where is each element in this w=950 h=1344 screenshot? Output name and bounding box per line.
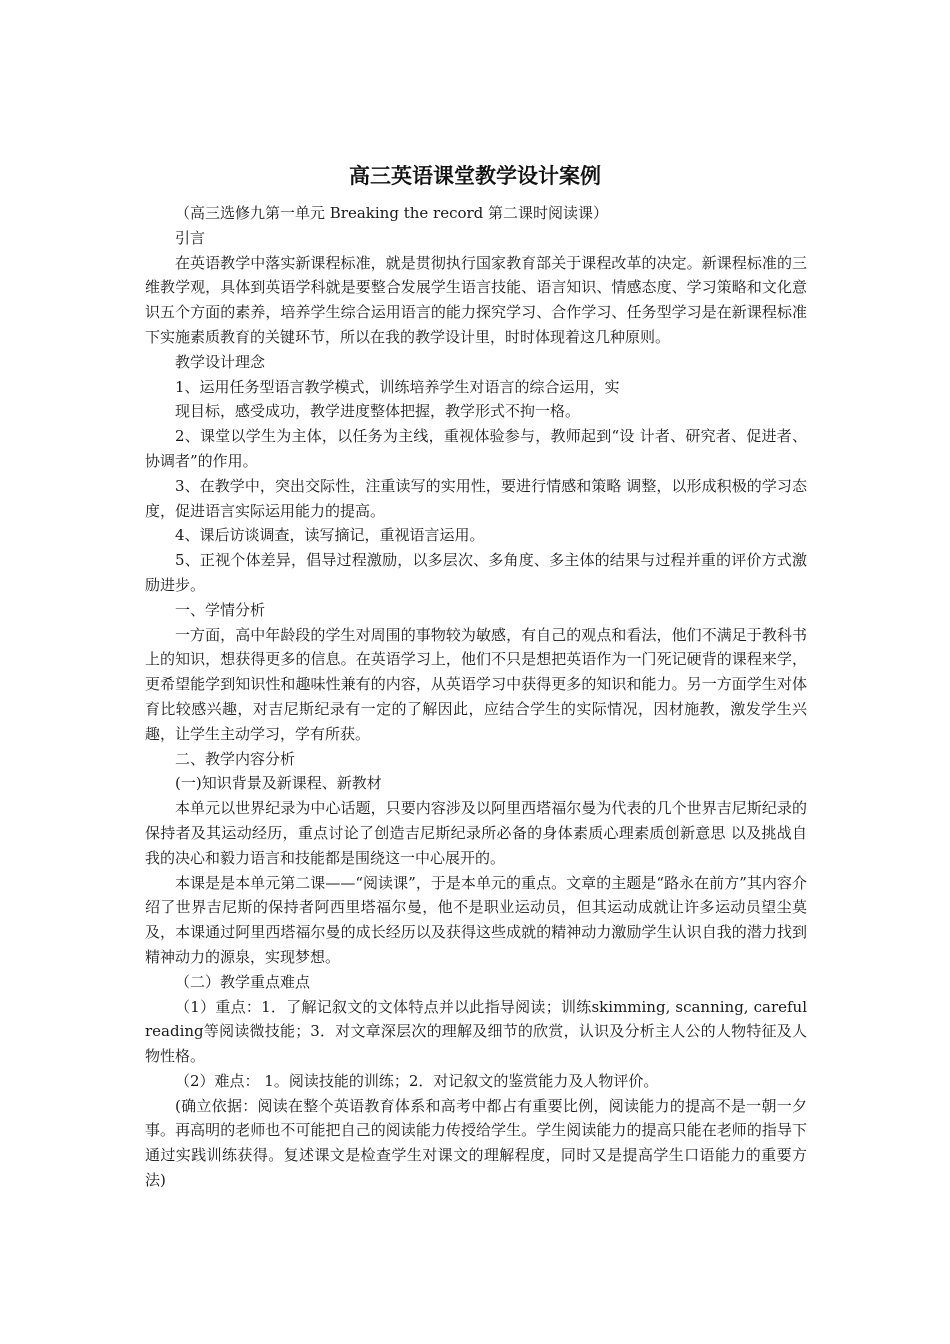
paragraph: 本课是是本单元第二课——“阅读课”，于是本单元的重点。文章的主题是“路永在前方”其内容介绍了世界吉尼斯的保持者阿西里塔福尔曼，他不是职业运动员，但其运动成就让许多运动员望尘莫及，本课通过阿里西塔福尔曼的成长经历以及获得这些成就的精神动力激励学生认识自我的潜力找到精神动力的源泉，实现梦想。: [145, 873, 807, 966]
paragraph: （2）难点： 1。阅读技能的训练；2．对记叙文的鉴赏能力及人物评价。: [175, 1071, 659, 1090]
document-title: 高三英语课堂教学设计案例: [349, 164, 601, 188]
paragraph: （1）重点：1．了解记叙文的文体特点并以此指导阅读；训练skimming, scanning, careful reading等阅读微技能；3．对文章深层次的理解及细节的欣赏，认识及分析主人公的人物特征及人物性格。: [145, 997, 807, 1066]
list-item: 1、运用任务型语言教学模式，训练培养学生对语言的综合运用，实: [175, 377, 620, 396]
subsection-heading: (一)知识背景及新课程、新教材: [175, 774, 382, 793]
subsection-heading: （二）教学重点难点: [175, 972, 311, 991]
section-heading: 教学设计理念: [175, 352, 266, 371]
paragraph: 本单元以世界纪录为中心话题，只要内容涉及以阿里西塔福尔曼为代表的几个世界吉尼斯纪录的保持者及其运动经历，重点讨论了创造吉尼斯纪录所必备的身体素质心理素质创新意思 以及挑战自我的决心和毅力语言和技能都是围绕这一中心展开的。: [145, 799, 807, 867]
section-heading: 引言: [175, 228, 206, 247]
subtitle: （高三选修九第一单元 Breaking the record 第二课时阅读课）: [175, 204, 609, 222]
list-item-continuation: 现目标，感受成功，教学进度整体把握，教学形式不拘一格。: [175, 402, 581, 421]
document-body: [145, 201, 807, 1193]
section-heading: 一、学情分析: [175, 600, 266, 619]
paragraph: 在英语教学中落实新课程标准，就是贯彻执行国家教育部关于课程改革的决定。新课程标准的三维教学观，具体到英语学科就是要整合发展学生语言技能、语言知识、情感态度、学习策略和文化意识五个方面的素养，培养学生综合运用语言的能力探究学习、合作学习、任务型学习是在新课程标准下实施素质教育的关键环节，所以在我的教学设计里，时时体现着这几种原则。: [145, 253, 807, 346]
list-item: 2、课堂以学生为主体，以任务为主线，重视体验参与，教师起到“设 计者、研究者、促进者、协调者”的作用。: [145, 427, 807, 470]
paragraph: 一方面，高中年龄段的学生对周围的事物较为敏感，有自己的观点和看法，他们不满足于教科书上的知识，想获得更多的信息。在英语学习上，他们不只是想把英语作为一门死记硬背的课程来学，更希望能学到知识性和趣味性兼有的内容，从英语学习中获得更多的知识和能力。另一方面学生对体育比较感兴趣，对吉尼斯纪录有一定的了解因此，应结合学生的实际情况，因材施教，激发学生兴趣，让学生主动学习，学有所获。: [145, 625, 807, 743]
list-item: 3、在教学中，突出交际性，注重读写的实用性，要进行情感和策略 调整，以形成积极的学习态度，促进语言实际运用能力的提高。: [145, 476, 807, 520]
list-item: 4、课后访谈调查，读写摘记，重视语言运用。: [175, 526, 485, 545]
list-item: 5、正视个体差异，倡导过程激励，以多层次、多角度、多主体的结果与过程并重的评价方式激励进步。: [145, 551, 807, 594]
paragraph: (确立依据：阅读在整个英语教育体系和高考中都占有重要比例，阅读能力的提高不是一朝一夕事。再高明的老师也不可能把自己的阅读能力传授给学生。学生阅读能力的提高只能在老师的指导下通过实践训练获得。复述课文是检查学生对课文的理解程度，同时又是提高学生口语能力的重要方法): [145, 1096, 807, 1190]
section-heading: 二、教学内容分析: [175, 749, 296, 768]
